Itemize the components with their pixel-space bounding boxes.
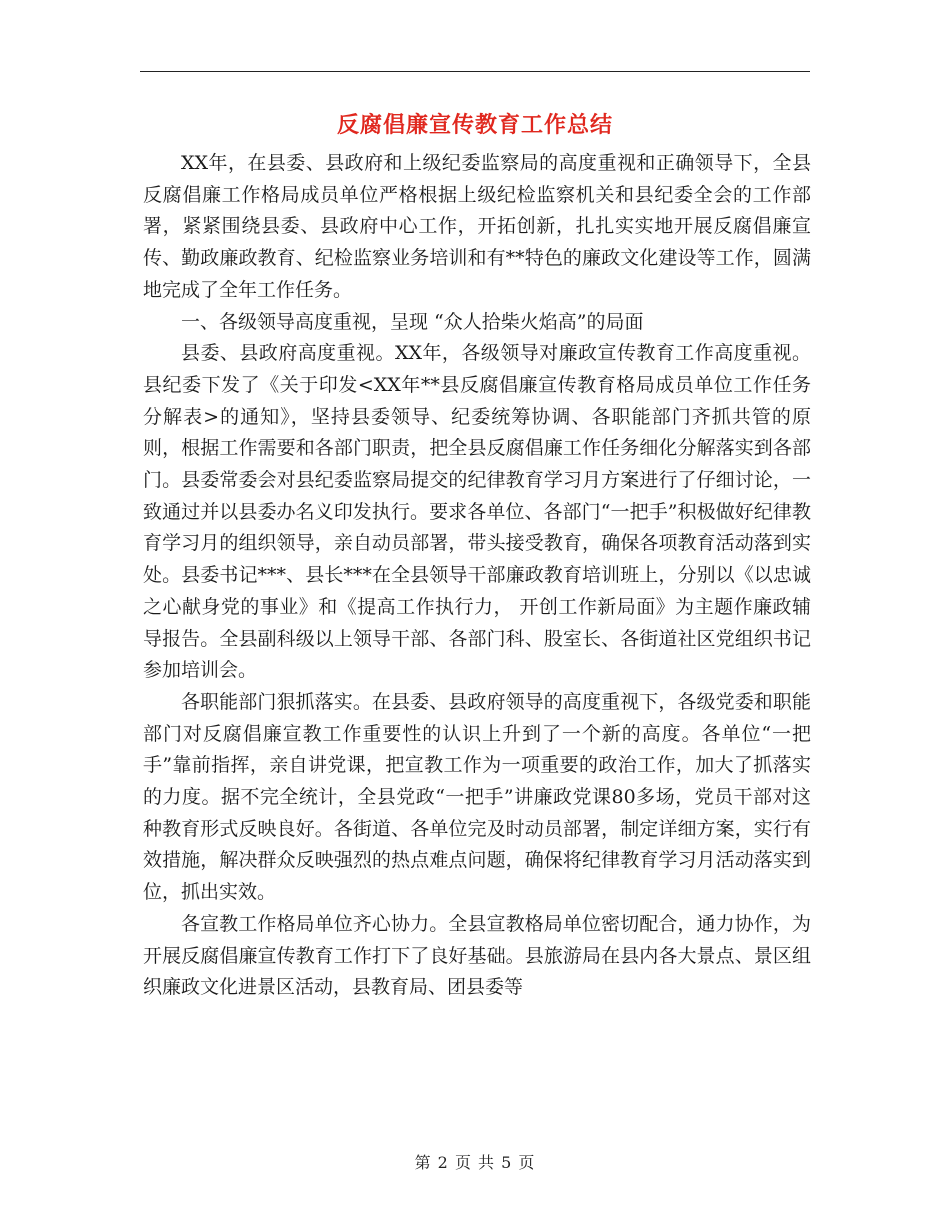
page-footer: 第 2 页 共 5 页 (414, 1153, 536, 1172)
section-heading-1: 一、各级领导高度重视，呈现 “众人拾柴火焰高”的局面 (181, 310, 644, 333)
header-rule (140, 71, 810, 72)
paragraph-cooperation: 各宣教工作格局单位齐心协力。全县宣教格局单位密切配合，通力协作，为开展反腐倡廉宣传教育工作打下了良好基础。县旅游局在县内各大景点、景区组织廉政文化进景区活动，县教育局、团县委等 (143, 912, 811, 999)
document-title: 反腐倡廉宣传教育工作总结 (336, 112, 613, 138)
document-body (143, 148, 811, 1004)
paragraph-intro: XX年，在县委、县政府和上级纪委监察局的高度重视和正确领导下，全县反腐倡廉工作格局成员单位严格根据上级纪检监察机关和县纪委全会的工作部署，紧紧围绕县委、县政府中心工作，开拓创新，扎扎实实地开展反腐倡廉宣传、勤政廉政教育、纪检监察业务培训和有**特色的廉政文化建设等工作，圆满地完成了全年工作任务。 (143, 152, 811, 301)
paragraph-departments: 各职能部门狠抓落实。在县委、县政府领导的高度重视下，各级党委和职能部门对反腐倡廉宣教工作重要性的认识上升到了一个新的高度。各单位“一把手”靠前指挥，亲自讲党课，把宣教工作为一项重要的政治工作，加大了抓落实的力度。据不完全统计，全县党政“一把手”讲廉政党课80多场，党员干部对这种教育形式反映良好。各街道、各单位完及时动员部署，制定详细方案，实行有效措施，解决群众反映强烈的热点难点问题，确保将纪律教育学习月活动落实到位，抓出实效。 (143, 690, 811, 904)
paragraph-county-leadership: 县委、县政府高度重视。XX年，各级领导对廉政宣传教育工作高度重视。县纪委下发了《关于印发<XX年**县反腐倡廉宣传教育格局成员单位工作任务分解表>的通知》，坚持县委领导、纪委统筹协调、各职能部门齐抓共管的原则，根据工作需要和各部门职责，把全县反腐倡廉工作任务细化分解落实到各部门。县委常委会对县纪委监察局提交的纪律教育学习月方案进行了仔细讨论，一致通过并以县委办名义印发执行。要求各单位、各部门“一把手”积极做好纪律教育学习月的组织领导，亲自动员部署，带头接受教育，确保各项教育活动落到实处。县委书记***、县长***在全县领导干部廉政教育培训班上，分别以《以忠诚之心献身党的事业》和《提高工作执行力， 开创工作新局面》为主题作廉政辅导报告。全县副科级以上领导干部、各部门科、股室长、各街道社区党组织书记参加培训会。 (143, 342, 811, 682)
